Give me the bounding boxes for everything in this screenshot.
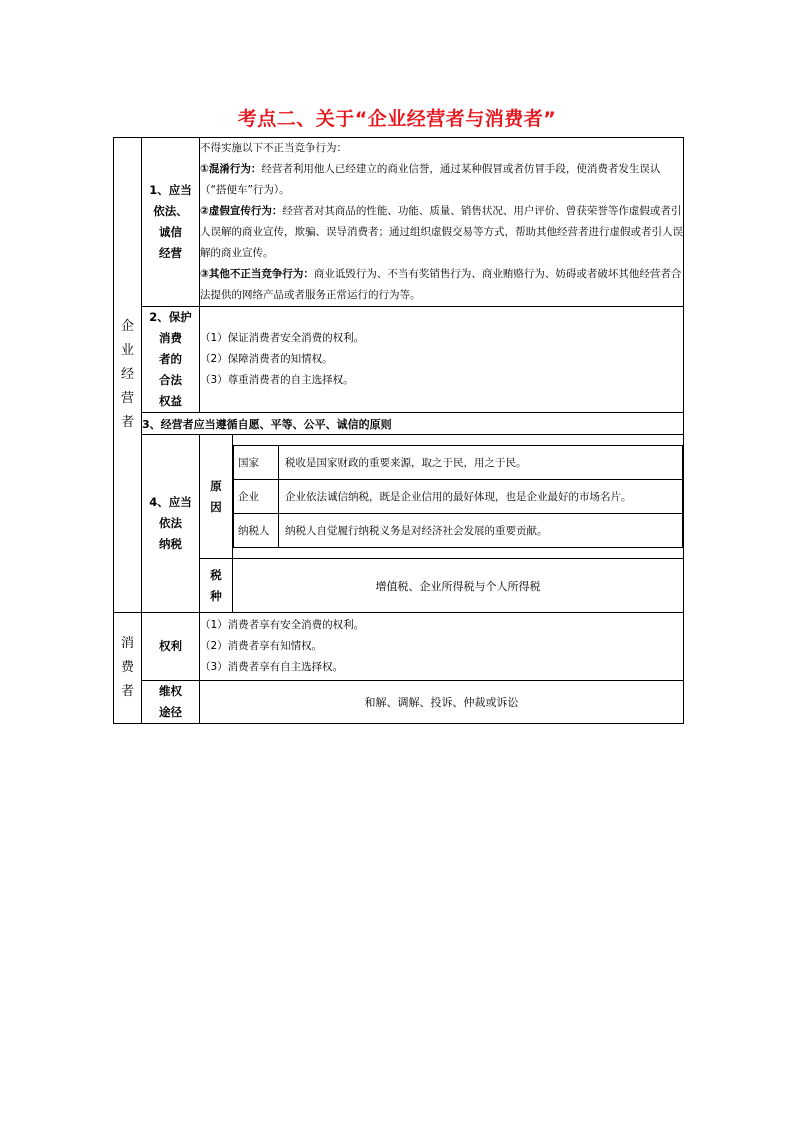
- reason-row: [234, 446, 683, 480]
- protect-item: （3）尊重消费者的自主选择权。: [200, 374, 354, 386]
- reason-table: [233, 445, 683, 548]
- reason-value: 纳税人自觉履行纳税义务是对经济社会发展的重要贡献。: [279, 514, 683, 548]
- protect-section-label: 2、保护 消费 者的 合法 权益: [142, 307, 200, 413]
- reason-key: 企业: [234, 480, 279, 514]
- rights-item: （2）消费者享有知情权。: [200, 640, 323, 652]
- rights-item: （1）消费者享有安全消费的权利。: [200, 619, 365, 631]
- reason-key: 国家: [234, 446, 279, 480]
- rights-label: 权利: [142, 613, 200, 681]
- reason-label: 原 因: [200, 435, 233, 559]
- law-intro: 不得实施以下不正当竞争行为：: [200, 142, 347, 154]
- consumer-label: 消 费 者: [114, 613, 142, 724]
- protect-item: （1）保证消费者安全消费的权利。: [200, 332, 365, 344]
- tax-section-label: 4、应当 依法 纳税: [142, 435, 200, 613]
- law-item-2: ②虚假宣传行为：经营者对其商品的性能、功能、质量、销售状况、用户评价、曾获荣誉等作虚假或者引人误解的商业宣传，欺骗、误导消费者；通过组织虚假交易等方式，帮助其他经营者进行虚假或者引人误解的商业宣传。: [200, 205, 683, 259]
- reason-value: 企业依法诚信纳税，既是企业信用的最好体现，也是企业最好的市场名片。: [279, 480, 683, 514]
- law-item-3: ③其他不正当竞争行为：商业诋毁行为、不当有奖销售行为、商业贿赂行为、妨碍或者破坏其他经营者合法提供的网络产品或者服务正常运行的行为等。: [200, 268, 682, 301]
- law-item-1: ①混淆行为：经营者利用他人已经建立的商业信誉，通过某种假冒或者仿冒手段，使消费者发生误认（“搭便车”行为）。: [200, 163, 661, 196]
- reason-row: [234, 514, 683, 548]
- rights-content: [200, 613, 684, 681]
- tax-kind-label: 税 种: [200, 559, 233, 613]
- rights-item: （3）消费者享有自主选择权。: [200, 661, 344, 673]
- reason-content: [233, 435, 684, 559]
- page-title: 考点二、关于“企业经营者与消费者”: [237, 108, 557, 130]
- tax-kind-value: 增值税、企业所得税与个人所得税: [233, 559, 684, 613]
- reason-key: 纳税人: [234, 514, 279, 548]
- reason-value: 税收是国家财政的重要来源，取之于民，用之于民。: [279, 446, 683, 480]
- knowledge-table: [113, 137, 684, 724]
- principle-row: 3、经营者应当遵循自愿、平等、公平、诚信的原则: [142, 413, 684, 435]
- enterprise-label: 企 业 经 营 者: [114, 138, 142, 613]
- protect-item: （2）保障消费者的知情权。: [200, 353, 333, 365]
- reason-row: [234, 480, 683, 514]
- law-section-content: [200, 138, 684, 307]
- protect-way-value: 和解、调解、投诉、仲裁或诉讼: [200, 681, 684, 724]
- protect-way-label: 维权 途径: [142, 681, 200, 724]
- protect-section-content: [200, 307, 684, 413]
- law-section-label: 1、应当 依法、 诚信 经营: [142, 138, 200, 307]
